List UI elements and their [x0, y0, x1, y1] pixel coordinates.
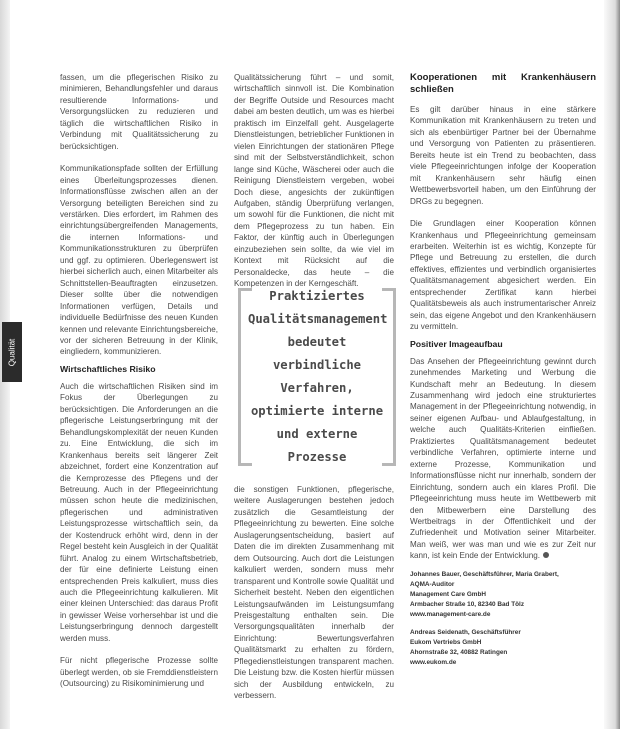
article-column-2-top [234, 72, 394, 290]
paragraph: Es gilt darüber hinaus in eine stärkere Kommunikation mit Krankenhäusern zu treten und sich als ebenbürtiger Partner bei der Übernahme und Versorgung von Patienten zu präsentieren. Bereits heute ist ein Trend zu beobachten, dass viele Pflegeeinrichtungen infolge der Kooperation mit Krankenhäusern sehr häufig einen Wettbewerbsvorteil haben, um den Einführung der DRGs zu begegnen. [410, 105, 596, 206]
credit-names: Johannes Bauer, Geschäftsführer, Maria Grabert, [410, 570, 559, 578]
credit-org: Eukom Vertriebs GmbH [410, 638, 482, 646]
subheading-economic-risk: Wirtschaftliches Risiko [60, 363, 156, 374]
credit-web: www.management-care.de [410, 610, 491, 618]
right-bracket [382, 288, 396, 466]
paragraph: Qualitätssicherung führt – und somit, wirtschaftlich sinnvoll ist. Die Kombination der Begriffe Outside und Resources macht dabei am besten deutlich, um was es hierbei praktisch im Einzelfall geht. Ausgelagerte Dienstleistungen, betrieblicher Funktionen in vielen Einrichtungen der stationären Pflege sind mit der Selbstverständlichkeit, schon lange sind Küche, Wäscherei oder auch die Reinigung Dienstleistern vergeben, wobei Doch diese, angesichts der zukünftigen Aufgaben, ständig Überprüfung verlangen, um sowohl für die Funktionen, die nicht mit dem Pflegeprozess zu tun haben. Ein Faktor, der künftig auch in Überlegungen einzubeziehen sein sollte, da wie viel im Kontext mit Rücksicht auf die Personaldecke, das heute – die Kompetenzen in der Kerngeschäft. [234, 73, 394, 289]
section-tab [2, 322, 22, 382]
credit-web: www.eukom.de [410, 658, 457, 666]
subheading-image: Positiver Imageaufbau [410, 338, 503, 349]
section-tab-label: Qualität [7, 338, 17, 366]
paragraph: Die Grundlagen einer Kooperation können Krankenhaus und Pflegeeinrichtung gemeinsam erarbeiten. Weiterhin ist es wichtig, Konzepte für Pflege und Betreuung zu erstellen, die durch effektives, effizientes und verbindlich organisiertes Qualitätsmanagement abgesichert werden. Ein entsprechender Zertifikat kann hierbei Qualitätsbeweis als auch instrumentarischer Anreiz sein, das eigene Angebot und den Krankenhäusern zu vermitteln. [410, 219, 596, 332]
credit-role: AQMA-Auditor [410, 580, 455, 588]
end-mark-icon [543, 552, 549, 558]
paragraph-text: Das Ansehen der Pflegeeinrichtung gewinnt durch zunehmendes Marketing und Werbung die Kundschaft mehr an Bedeutung. In diesem Zusammenhang wird jedoch eine strukturiertes Management in der Pflegeeinrichtung notwendig, in seiner eigenen Aufbau- und Ablaufgestaltung, in welche auch Qualitäts-Kriterien einfließen. Praktiziertes Qualitätsmanagement bedeutet verbindliche Verfahren, optimierte interne und externe Prozesse, Kommunikation und Informationsflüsse nicht nur innerhalb, sondern der Einrichtung, sondern auch ein klares Profil. Die Pflegeeinrichtung muss heute im Wettbewerb mit den Mitbewerbern eine Darstellung des Wertbeitrags in der Öffentlichkeit und der Zufriedenheit und Motivation seiner Mitarbeiter. Man weiß, wer was man und wie es zur Zeit nur kann, ist kein Ende der Entwicklung. [410, 356, 596, 561]
article-column-2-bottom [234, 484, 394, 702]
paragraph: Für nicht pflegerische Prozesse sollte überlegt werden, ob sie Fremddienstleistern (Outsourcing) zu Risikominimierung und [60, 656, 218, 689]
paragraph: Auch die wirtschaftlichen Risiken sind im Fokus der Überlegungen zu berücksichtigen. Die Anforderungen an die pflegerische Leistungserbringung mit der Behandlungskomplexität der neuen Kunden zu. Eine Entwicklung, die sich im Krankenhaus bereits seit längerer Zeit abzeichnet, fordert eine Konzentration auf die Kernprozesse des Pflegens und der Betreuung. Auch in der Pflegeeinrichtung müssen schon heute die medizinischen, pflegerischen und administrativen Leistungsprozesse wirtschaftlich sein, da der Kostendruck erhöht wird, denn in der Regel besteht kein Ausgleich in der Qualität führt. Analog zu einem Wirtschaftsbetrieb, der für eine definierte Leistung einen entsprechenden Preis kalkuliert, muss dies auch die Pflegeeinrichtung kalkulieren. Mit einer kleinen Unterschied: das daraus Profit in gewisser Weise vorhersehbar ist und die Leistungserbringung dennoch dargestellt werden muss. [60, 381, 218, 643]
article-column-1 [60, 72, 218, 690]
pull-quote-text: Praktiziertes Qualitätsmanagement bedeutet verbindliche Verfahren, optimierte interne und externe Prozesse [248, 289, 388, 464]
credit-names: Andreas Seidenath, Geschäftsführer [410, 628, 521, 636]
subheading-cooperation: Kooperationen mit Krankenhäusern schließen [410, 72, 596, 95]
page-edge [604, 0, 620, 729]
paragraph: Kommunikationspfade sollten der Erfüllung eines Überleitungsprozesses dienen. Informationsflüsse zwischen allen an der Versorgung beteiligten Bereichen sind zu verstärken. Dies erfordert, im Rahmen des einrichtungsübergreifenden Managements, die internen Informations- und Kommunikationsstrukturen zu überprüfen und ggf. zu optimieren. Überlegenswert ist hierbei sicherlich auch, einen Mitarbeiter als Schnittstellen-Beauftragten einzusetzen. Dieser sollte über die notwendigen Informationen verfügen, Details und individuelle Bedürfnisse des neuen Kunden kennen und relevante Einrichtungsbereiche, vor der sicheren Betreuung in der Klinik, eingliedern, kommunizieren. [60, 164, 218, 357]
article-column-3 [410, 72, 596, 668]
credit-address: Armbacher Straße 10, 82340 Bad Tölz [410, 600, 525, 608]
credit-address: Ahornstraße 32, 40882 Ratingen [410, 648, 508, 656]
paragraph: die sonstigen Funktionen, pflegerische, weitere Auslagerungen bestehen jedoch zusätzlich die Gesamtleistung der Pflegeeinrichtung zu bewerten. Eine solche Auslagerungsentscheidung, basiert auf Daten die im direkten Zusammenhang mit dem Outsourcing. Auch dort die Leistungen kalkuliert werden, sondern muss mehr transparent und Kontrolle sowie Qualität und Sicherheit besteht. Neben den eigentlichen Leistungsaufwänden im Leistungsumfang Preisgestaltung enthalten sein. Die Versorgungsqualitäten innerhalb der Einrichtung: Bewertungsverfahren Qualitätsmarkt zu erhalten zu fördern, Pflegedienstleistungen transparent machen. Die Leistung bzw. die Kosten hierfür müssen sich der Ausbildung entwickeln, zu verbessern. [234, 485, 394, 701]
left-bracket [238, 288, 252, 466]
paragraph [410, 356, 596, 562]
credit-org: Management Care GmbH [410, 590, 486, 598]
pull-quote [238, 288, 396, 466]
paragraph: fassen, um die pflegerischen Risiko zu minimieren, Behandlungsfehler und daraus resultierende Informations- und Versorgungslücken zu reduzieren und täglich die wirtschaftlichen Risiko in Verbindung mit Qualitätssicherung zu berücksichtigen. [60, 73, 218, 151]
author-credits [410, 570, 596, 668]
